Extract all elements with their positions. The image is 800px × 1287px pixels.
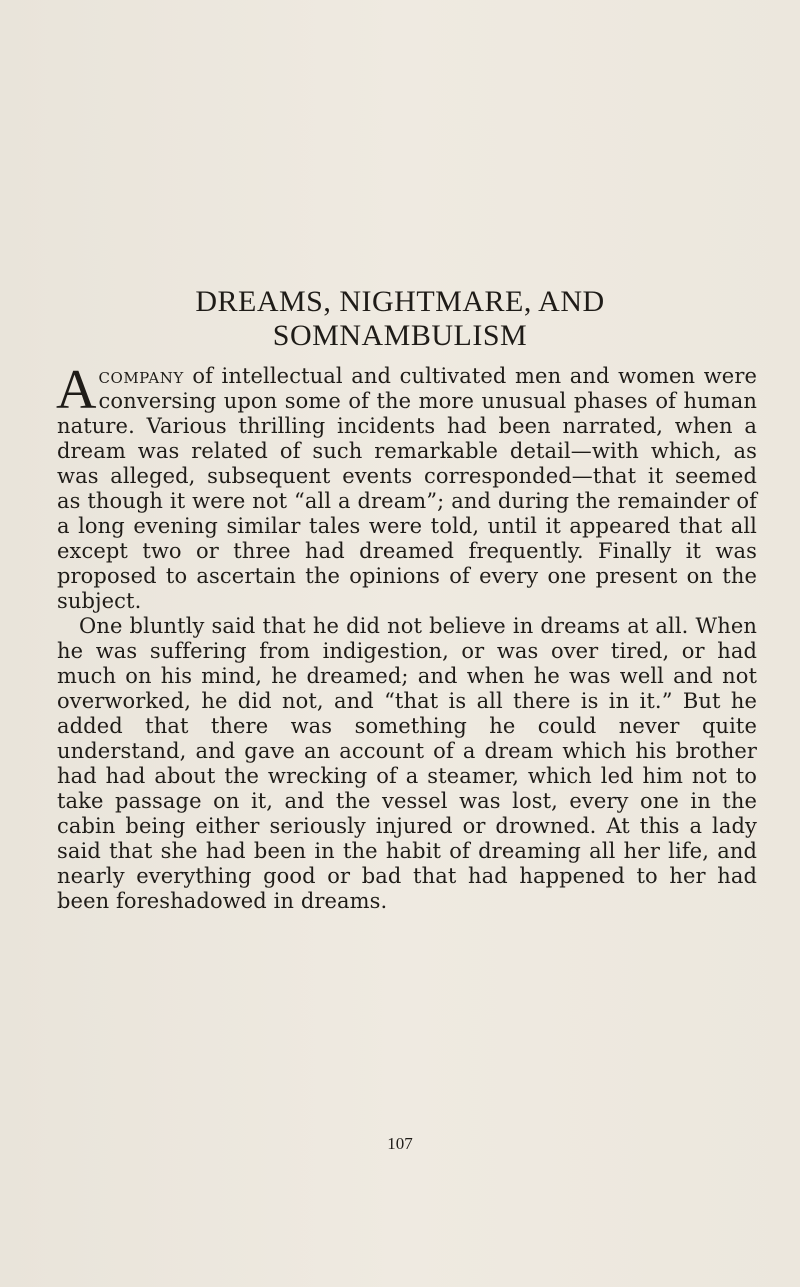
chapter-body bbox=[56, 359, 757, 914]
chapter-title-line-1: DREAMS, NIGHTMARE, AND bbox=[195, 285, 605, 318]
page-number: 107 bbox=[387, 1134, 413, 1153]
paragraph-1 bbox=[56, 359, 757, 614]
chapter-title-line-2: SOMNAMBULISM bbox=[272, 319, 528, 352]
lead-words: company bbox=[98, 364, 184, 388]
paragraph-1-text: of intellectual and cultivated men and women were conversing upon some of the more unusual phases of human nature. Various thrilling incidents had been narrated, when a dream was related of such remarkable detail—with which, as was alleged, subsequent events corresponded—that it seemed as though it were not “all a dream”; and during the remainder of a long evening similar tales were told, until it appeared that all except two or three had dreamed frequently. Finally it was proposed to ascertain the opinions of every one present on the subject. bbox=[57, 364, 757, 613]
drop-cap: A bbox=[56, 359, 97, 421]
paragraph-2: One bluntly said that he did not believe in dreams at all. When he was suffering from indigestion, or was over tired, or had much on his mind, he dreamed; and when he was well and not overworked, he did not, and “that is all there is in it.” But he added that there was something he could never quite understand, and gave an account of a dream which his brother had had about the wrecking of a steamer, which led him not to take passage on it, and the vessel was lost, every one in the cabin being either seriously injured or drowned. At this a lady said that she had been in the habit of dreaming all her life, and nearly everything good or bad that had happened to her had been foreshadowed in dreams. bbox=[57, 614, 757, 913]
